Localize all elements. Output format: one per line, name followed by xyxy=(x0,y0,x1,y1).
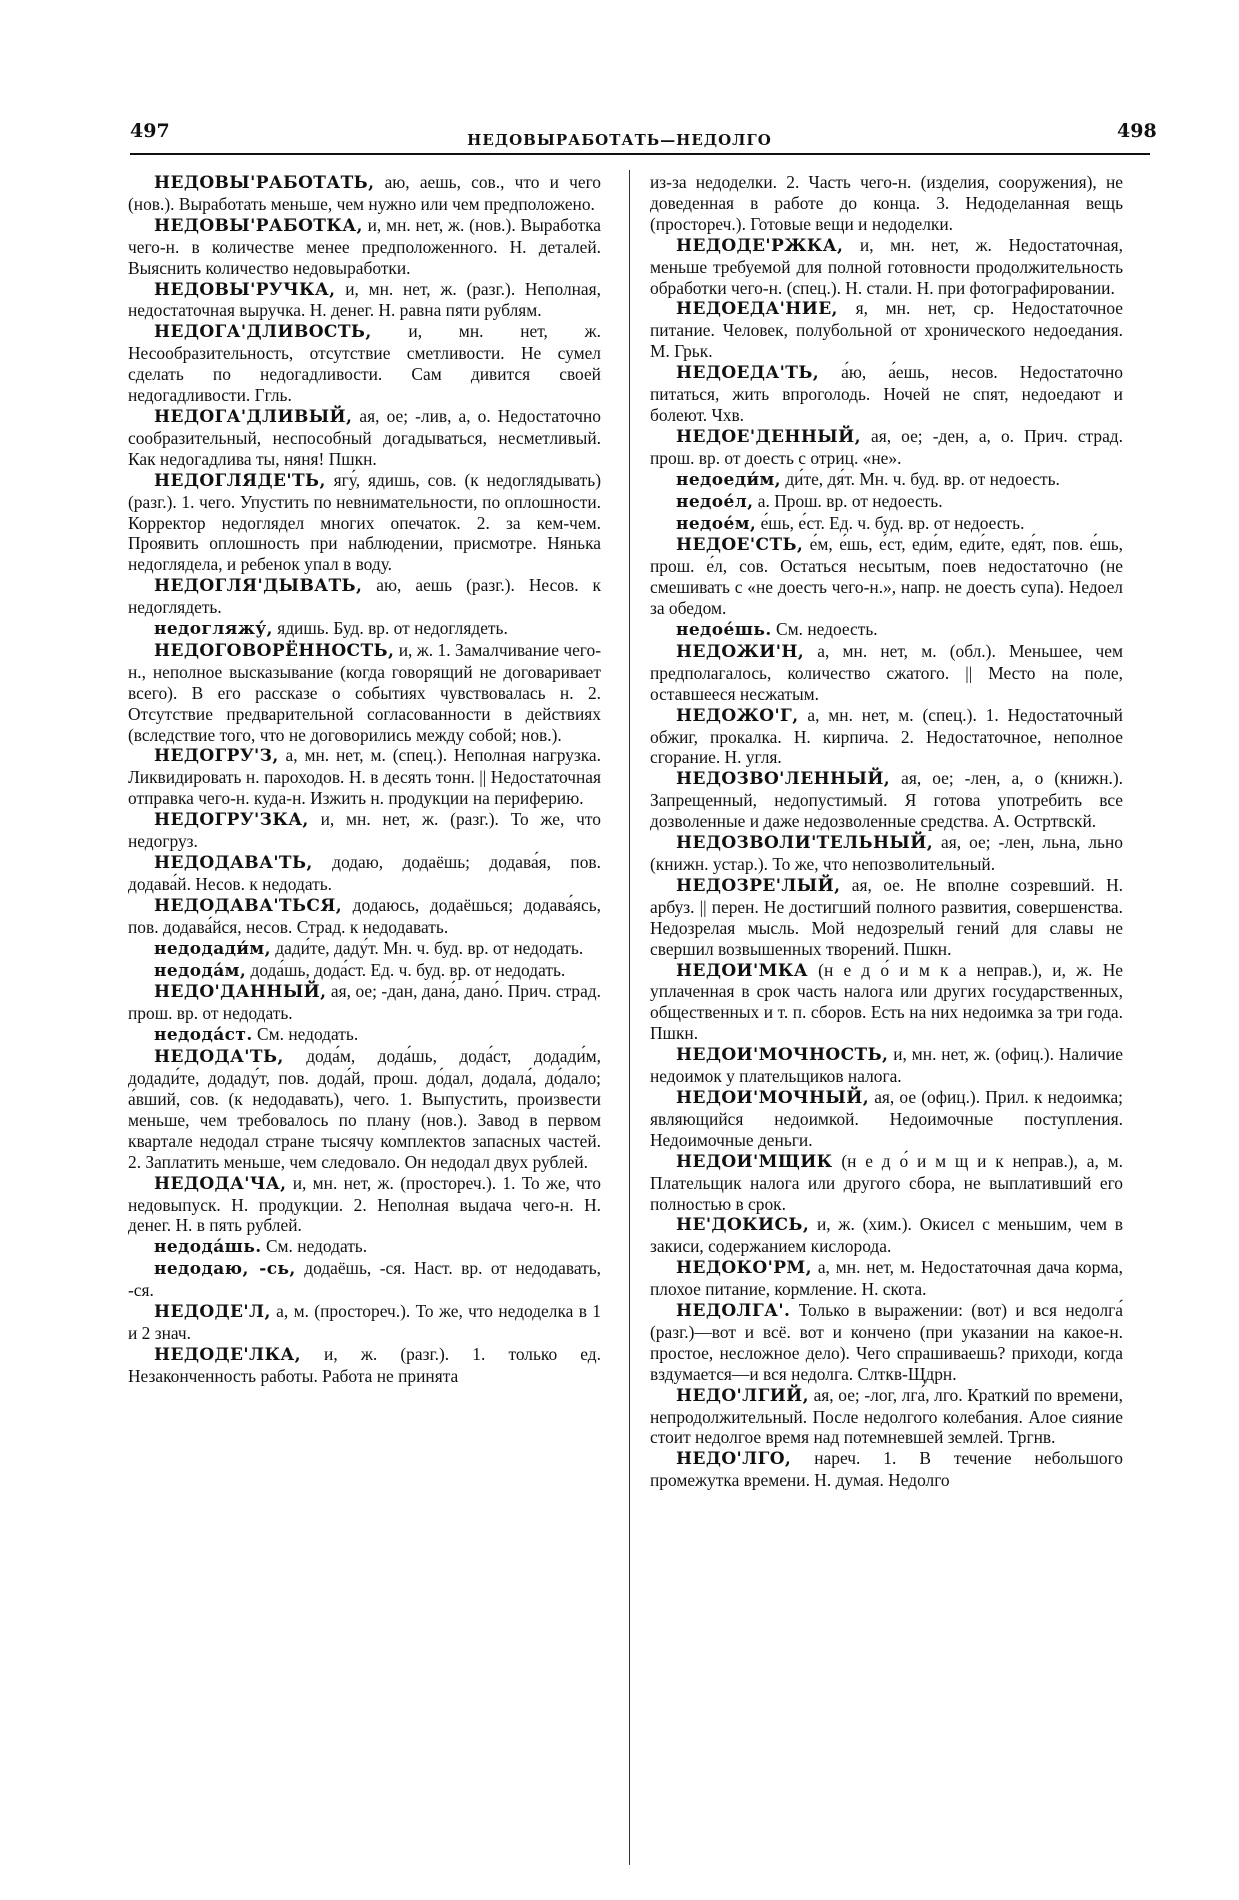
entry-headword: НЕДОЕ'СТЬ, xyxy=(676,535,804,556)
entry-definition: (н е д о́ и м щ и к неправ.), а, м. Плательщик налога или другого сбора, не выплативший его полностью в срок. xyxy=(650,1150,1123,1214)
entry-headword: НЕДОЖО'Г, xyxy=(676,705,799,726)
dictionary-entry xyxy=(128,895,601,938)
dictionary-entry xyxy=(128,172,601,215)
entry-headword: НЕДОГОВОРЁННОСТЬ, xyxy=(154,640,395,661)
dictionary-entry xyxy=(650,513,1123,535)
dictionary-entry xyxy=(128,406,601,470)
entry-headword: НЕДОГЛЯ'ДЫВАТЬ, xyxy=(154,576,363,597)
entry-definition: Только в выражении: (вот) и вся недолга́ (разг.)—вот и всё. вот и кончено (при указании на какое-н. простое, несложное дело). Чего спрашиваешь? приходи, когда вздумается—и вся недолга. Слткв-Щдрн. xyxy=(650,1300,1123,1384)
entry-definition: (н е д о́ и м к а неправ.), и, ж. Не уплаченная в срок часть налога или других государственных, общественных и т. п. сборов. Есть на них недоимка за три года. Пшкн. xyxy=(650,959,1123,1044)
entry-definition: аю, аешь, сов., что и чего (нов.). Выработать меньше, чем нужно или чем предположено. xyxy=(128,172,601,214)
entry-headword: недое́м, xyxy=(676,513,757,534)
dictionary-entry xyxy=(650,469,1123,491)
entry-definition: нареч. 1. В течение небольшого промежутка времени. Н. думая. Недолго xyxy=(650,1448,1123,1491)
entry-definition: а, мн. нет, м. (спец.). Неполная нагрузка. Ликвидировать н. пароходов. Н. в десять тонн. || Недостаточная отправка чего-н. куда-н. Изжить н. продукции на периферию. xyxy=(128,745,601,809)
dictionary-entry xyxy=(128,279,601,322)
entry-headword: недое́шь. xyxy=(676,620,772,641)
page-number-right: 498 xyxy=(1117,120,1157,142)
entry-definition: См. недодать. xyxy=(261,1236,368,1257)
entry-headword: НЕДОГРУ'З, xyxy=(154,746,279,767)
entry-definition: и, мн. нет, ж. Недостаточная, меньше требуемой для полной готовности продолжительность обработки чего-н. (спец.). Н. стали. Н. при фотографировании. xyxy=(650,234,1123,298)
entry-definition: а, м. (простореч.). То же, что недоделка в 1 и 2 знач. xyxy=(128,1301,601,1343)
entry-definition: из-за недоделки. 2. Часть чего-н. (изделия, сооружения), не доведенная в работе до конца. 3. Недоделанная вещь (простореч.). Готовые вещи и недоделки. xyxy=(650,172,1123,234)
entry-definition: ая, ое; -лен, льна, льно (книжн. устар.). То же, что непозволительный. xyxy=(650,832,1123,874)
entry-definition: додаю, додаёшь; додава́я, пов. додава́й. Несов. к недодать. xyxy=(128,852,601,894)
dictionary-entry xyxy=(128,960,601,982)
entry-headword: НЕДОЕДА'ТЬ, xyxy=(676,363,820,384)
entry-headword: НЕДОВЫ'РУЧКА, xyxy=(154,279,336,300)
entry-definition: и, мн. нет, ж. (офиц.). Наличие недоимок у плательщиков налога. xyxy=(650,1044,1123,1087)
entry-headword: недодади́м, xyxy=(154,938,271,959)
entry-headword: НЕДОИ'МКА xyxy=(676,960,808,981)
dictionary-entry xyxy=(650,235,1123,299)
dictionary-entry xyxy=(650,1087,1123,1151)
dictionary-entry xyxy=(650,426,1123,469)
entry-definition: дади́те, даду́т. Мн. ч. буд. вр. от недодать. xyxy=(270,937,584,958)
entry-definition: я, мн. нет, ср. Недостаточное питание. Человек, полубольной от хронического недоедания. М. Грьк. xyxy=(650,298,1123,362)
dictionary-entry xyxy=(650,641,1123,705)
entry-headword: НЕДОВЫ'РАБОТАТЬ, xyxy=(154,173,375,193)
dictionary-entry xyxy=(650,1214,1123,1257)
dictionary-entry xyxy=(650,172,1123,235)
entry-headword: НЕДОЕДА'НИЕ, xyxy=(676,299,838,320)
dictionary-entry xyxy=(128,1301,601,1344)
entry-definition: е́м, е́шь, е́ст, еди́м, еди́те, едя́т, пов. е́шь, прош. е́л, сов. Остаться несытым, поев недостаточно (не смешивать с «не доесть чего-н.», напр. не доесть супа). Недоел за обедом. xyxy=(650,534,1123,619)
entry-definition: См. недоесть. xyxy=(771,619,878,640)
entry-headword: НЕДОГА'ДЛИВЫЙ, xyxy=(154,406,353,427)
dictionary-entry xyxy=(650,832,1123,875)
entry-definition: ая, ое (офиц.). Прил. к недоимка; являющийся недоимкой. Недоимочные поступления. Недоимочные деньги. xyxy=(650,1086,1123,1150)
dictionary-entry xyxy=(128,1344,601,1387)
entry-headword: НЕДО'ЛГО, xyxy=(676,1449,792,1470)
entry-definition: а, мн. нет, м. (обл.). Меньшее, чем предполагалось, количество сжатого. || Место на поле, оставшееся несжатым. xyxy=(650,640,1123,704)
dictionary-entry xyxy=(650,1300,1123,1385)
dictionary-entry xyxy=(128,470,601,576)
entry-headword: НЕДОДЕ'ЛКА, xyxy=(154,1344,301,1365)
entry-headword: недогляжу́, xyxy=(154,619,273,640)
dictionary-entry xyxy=(128,981,601,1024)
entry-definition: и, мн. нет, ж. Несообразительность, отсутствие сметливости. Не сумел сделать по недогадливости. Сам дивится своей недогадливости. Ггль. xyxy=(128,321,601,406)
dictionary-entry xyxy=(128,618,601,640)
entry-headword: НЕДОЖИ'Н, xyxy=(676,641,805,662)
dictionary-entry xyxy=(128,1046,601,1172)
dictionary-entry xyxy=(128,215,601,279)
left-column xyxy=(128,172,601,1387)
entry-headword: НЕДОЗРЕ'ЛЫЙ, xyxy=(676,875,841,896)
dictionary-entry xyxy=(128,321,601,406)
entry-definition: а, мн. нет, м. (спец.). 1. Недостаточный обжиг, прокалка. Н. кирпича. 2. Недостаточное, неполное сгорание. Н. угля. xyxy=(650,704,1123,768)
dictionary-entry xyxy=(650,705,1123,769)
entry-headword: НЕДОЗВОЛИ'ТЕЛЬНЫЙ, xyxy=(676,833,934,854)
entry-definition: и, мн. нет, ж. (разг.). Неполная, недостаточная выручка. Н. денег. Н. равна пяти рублям. xyxy=(128,278,601,321)
entry-headword: НЕДОВЫ'РАБОТКА, xyxy=(154,215,363,236)
dictionary-entry xyxy=(650,298,1123,362)
dictionary-entry xyxy=(650,1044,1123,1087)
dictionary-entry xyxy=(650,534,1123,619)
dictionary-entry xyxy=(128,1024,601,1046)
entry-headword: НЕДОДАВА'ТЬ, xyxy=(154,853,313,873)
entry-definition: а. Прош. вр. от недоесть. xyxy=(753,490,943,511)
dictionary-entry xyxy=(650,619,1123,641)
dictionary-entry xyxy=(128,745,601,809)
entry-headword: НЕДОЗВО'ЛЕННЫЙ, xyxy=(676,769,891,790)
entry-definition: ягу́, ядишь, сов. (к недоглядывать) (разг.). 1. чего. Упустить по невнимательности, по оплошности. Корректор недоглядел многих опечаток. 2. за кем-чем. Проявить оплошность при наблюдении, присмотре. Нянька недоглядела, и ребенок упал в воду. xyxy=(128,469,601,575)
entry-definition: додаюсь, додаёшься; додава́ясь, пов. додава́йся, несов. Страд. к недодавать. xyxy=(128,894,601,937)
running-head: НЕДОВЫРАБОТАТЬ—НЕДОЛГО xyxy=(467,131,772,149)
entry-definition: и, мн. нет, ж. (простореч.). 1. То же, что недовыпуск. Н. продукции. 2. Неполная выдача чего-н. Н. денег. Н. в пять рублей. xyxy=(128,1172,601,1236)
entry-definition: и, мн. нет, ж. (разг.). То же, что недогруз. xyxy=(128,809,601,852)
entry-definition: ая, ое. Не вполне созревший. Н. арбуз. || перен. Не достигший полного развития, совершенства. Недозрелая мысль. Мой недозрелый гений для славы не свершил возвышенных творений. Пшкн. xyxy=(650,874,1123,959)
entry-headword: НЕДОГЛЯДЕ'ТЬ, xyxy=(154,470,326,491)
dictionary-entry xyxy=(650,768,1123,832)
entry-headword: НЕДОЕ'ДЕННЫЙ, xyxy=(676,426,861,447)
dictionary-entry xyxy=(650,875,1123,960)
dictionary-entry xyxy=(650,960,1123,1045)
entry-definition: См. недодать. xyxy=(252,1024,359,1045)
dictionary-entry xyxy=(128,575,601,618)
entry-definition: а, мн. нет, м. Недостаточная дача корма, плохое питание, кормление. Н. скота. xyxy=(650,1257,1123,1300)
entry-definition: е́шь, е́ст. Ед. ч. буд. вр. от недоесть. xyxy=(756,512,1025,533)
entry-definition: ая, ое; -лив, а, о. Недостаточно сообразительный, неспособный догадываться, несметливый. Как недогадлива ты, няня! Пшкн. xyxy=(128,405,601,469)
entry-headword: НЕДОИ'МЩИК xyxy=(676,1151,833,1172)
right-column xyxy=(650,172,1123,1491)
entry-headword: НЕДОДЕ'Л, xyxy=(154,1302,271,1323)
dictionary-entry xyxy=(128,809,601,852)
entry-headword: НЕДОЛГА'. xyxy=(676,1301,791,1322)
dictionary-entry xyxy=(128,852,601,895)
entry-definition: ая, ое; -лог, лга́, лго. Краткий по времени, непродолжительный. После недолгого колебания. Алое сияние стоит недолгое время над потемневшей землей. Тргнв. xyxy=(650,1384,1123,1448)
entry-definition: ядишь. Буд. вр. от недоглядеть. xyxy=(272,618,508,639)
entry-definition: и, ж. (хим.). Окисел с меньшим, чем в закиси, содержанием кислорода. xyxy=(650,1214,1123,1257)
entry-definition: ая, ое; -дан, дана́, дано́. Прич. страд. прош. вр. от недодать. xyxy=(128,981,601,1024)
dictionary-entry xyxy=(650,1448,1123,1491)
entry-definition: ди́те, дя́т. Мн. ч. буд. вр. от недоесть. xyxy=(780,468,1060,489)
entry-definition: аю, аешь (разг.). Несов. к недоглядеть. xyxy=(128,575,601,618)
column-divider xyxy=(629,170,630,1865)
dictionary-entry xyxy=(128,1173,601,1237)
dictionary-entry xyxy=(128,1258,601,1301)
entry-headword: недое́л, xyxy=(676,491,754,512)
entry-definition: додаёшь, -ся. Наст. вр. от недодавать, -ся. xyxy=(128,1258,601,1301)
entry-headword: недода́ст. xyxy=(154,1025,253,1046)
entry-headword: НЕДОГРУ'ЗКА, xyxy=(154,810,309,831)
dictionary-entry xyxy=(128,640,601,746)
entry-definition: и, ж. (разг.). 1. только ед. Незаконченность работы. Работа не принята xyxy=(128,1343,601,1386)
dictionary-entry xyxy=(650,1385,1123,1449)
entry-definition: дода́м, дода́шь, дода́ст, додади́м, додади́те, додаду́т, пов. дода́й, прош. до́дал, додала́, до́дало; а́вший, сов. (к недодавать), чего. 1. Выпустить, произвести меньше, чем требовалось по плану (нов.). Завод в первом квартале недодал стране тысячу комплектов запасных частей. 2. Заплатить меньше, чем следовало. Он недодал двух рублей. xyxy=(128,1046,601,1172)
entry-headword: НЕДОИ'МОЧНЫЙ, xyxy=(676,1087,870,1108)
entry-headword: НЕДО'ДАННЫЙ, xyxy=(154,982,327,1003)
dictionary-entry xyxy=(128,1236,601,1258)
entry-headword: НЕДОКО'РМ, xyxy=(676,1258,812,1279)
entry-headword: НЕ'ДОКИСЬ, xyxy=(676,1215,810,1236)
dictionary-entry xyxy=(650,1257,1123,1300)
entry-definition: и, ж. 1. Замалчивание чего-н., неполное высказывание (когда говорящий не договаривает всего). В его рассказе о событиях чувствовалась н. 2. Отсутствие предварительной согласованности в действиях (вследствие того, что не договорились между собой; нов.). xyxy=(128,639,601,745)
entry-headword: НЕДОДАВА'ТЬСЯ, xyxy=(154,895,343,916)
entry-headword: НЕДОГА'ДЛИВОСТЬ, xyxy=(154,322,372,343)
entry-headword: недоеди́м, xyxy=(676,469,781,490)
entry-definition: ая, ое; -лен, а, о (книжн.). Запрещенный, недопустимый. Я готова употребить все дозволенные и даже недозволенные средства. А. Остртвскй. xyxy=(650,768,1123,832)
entry-definition: а́ю, а́ешь, несов. Недостаточно питаться, жить впроголодь. Ночей не спят, недоедают и болеют. Чхв. xyxy=(650,362,1123,425)
entry-headword: НЕДОИ'МОЧНОСТЬ, xyxy=(676,1045,889,1066)
header-rule xyxy=(130,153,1150,155)
entry-headword: НЕДОДА'ТЬ, xyxy=(154,1047,284,1068)
entry-headword: НЕДО'ЛГИЙ, xyxy=(676,1385,809,1406)
dictionary-entry xyxy=(650,1151,1123,1215)
entry-headword: недодаю, -сь, xyxy=(154,1259,296,1280)
entry-headword: НЕДОДЕ'РЖКА, xyxy=(676,235,844,256)
entry-headword: НЕДОДА'ЧА, xyxy=(154,1173,287,1194)
entry-headword: недода́м, xyxy=(154,960,247,981)
dictionary-entry xyxy=(128,938,601,960)
entry-definition: и, мн. нет, ж. (нов.). Выработка чего-н. в количестве менее предположенного. Н. деталей. Выяснить количество недовыработки. xyxy=(128,214,601,278)
entry-definition: ая, ое; -ден, а, о. Прич. страд. прош. вр. от доесть с отриц. «не». xyxy=(650,425,1123,468)
entry-definition: дода́шь, дода́ст. Ед. ч. буд. вр. от недодать. xyxy=(246,959,566,980)
page-number-left: 497 xyxy=(130,120,170,142)
dictionary-entry xyxy=(650,362,1123,426)
entry-headword: недода́шь. xyxy=(154,1237,262,1258)
dictionary-entry xyxy=(650,491,1123,513)
